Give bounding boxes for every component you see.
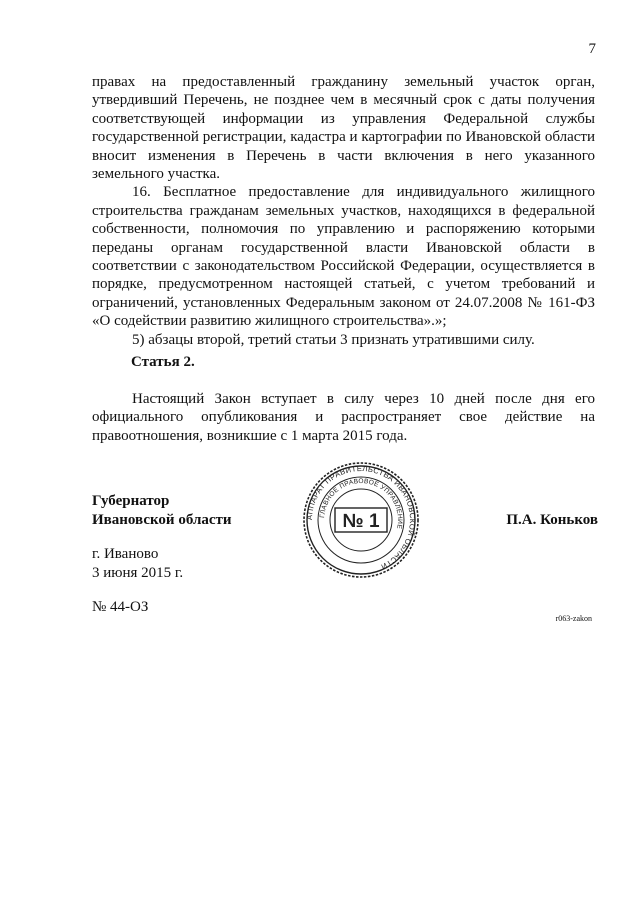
city: г. Иваново (92, 546, 159, 562)
official-seal-icon (301, 460, 421, 580)
article-text: Настоящий Закон вступает в силу через 10 дней после дня его официального опубликования и распространяет свое действие на правоотношения, возникшие с 1 марта 2015 года. (92, 391, 595, 444)
signature-title-line1: Губернатор (92, 493, 170, 509)
document-body (92, 73, 595, 349)
page-number: 7 (588, 41, 596, 57)
law-number: № 44-ОЗ (92, 599, 149, 615)
signature-title-line2: Ивановской области (92, 512, 232, 528)
paragraph-item-5: 5) абзацы второй, третий статьи 3 признать утратившими силу. (132, 331, 535, 348)
date: 3 июня 2015 г. (92, 565, 184, 581)
paragraph-16: 16. Бесплатное предоставление для индивидуального жилищного строительства гражданам земельных участков, находящихся в федеральной собственности, полномочия по управлению и распоряжению которыми переданы органам государственной власти Ивановской области в соответствии с законодательством Российской Федерации, осуществляется в порядке, предусмотренном настоящей статьей, с учетом требований и ограничений, установленных Федеральным законом от 24.07.2008 № 161-ФЗ «О содействии развитию жилищного строительства».»; (92, 184, 595, 330)
seal-center-text: № 1 (342, 511, 380, 532)
article-heading: Статья 2. (131, 354, 195, 370)
seal-outer-text: АППАРАТ ПРАВИТЕЛЬСТВА ИВАНОВСКОЙ ОБЛАСТИ (304, 463, 418, 572)
seal-inner-text: ГЛАВНОЕ ПРАВОВОЕ УПРАВЛЕНИЕ (319, 477, 404, 530)
file-code: r063-zakon (555, 614, 592, 623)
signatory-name: П.А. Коньков (506, 512, 598, 528)
signature-title (92, 492, 232, 530)
paragraph-continuation: правах на предоставленный гражданину земельный участок орган, утвердивший Перечень, не позднее чем в месячный срок с даты получения соответствующей информации из управления Федеральной службы государственной регистрации, кадастра и картографии по Ивановской области вносит изменения в Перечень в части включения в него указанного земельного участка. (92, 74, 595, 183)
